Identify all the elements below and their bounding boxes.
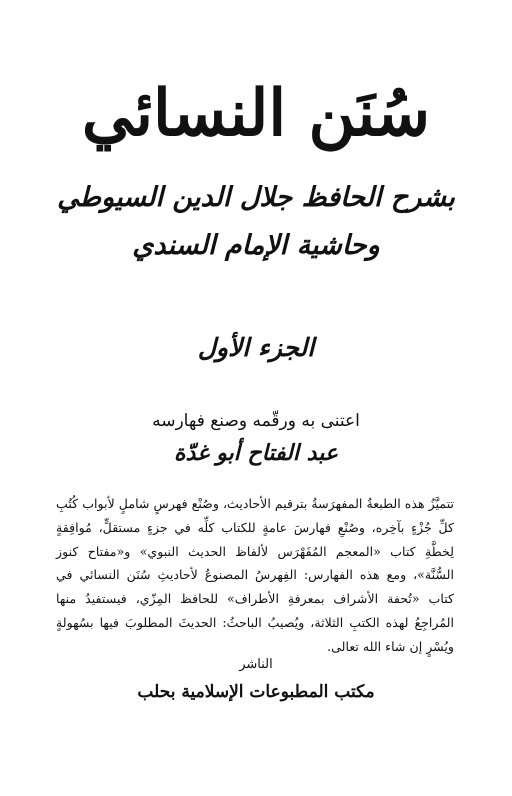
- publisher-name: مكتب المطبوعات الإسلامية بحلب: [137, 682, 375, 702]
- editor-name: عبد الفتاح أبو غدّة: [174, 440, 338, 466]
- edition-description: تتميَّزُ هذه الطبعةُ المفهرَسةُ بترقيم الأحاديث، وصُنْع فهرسٍ شاملٍ لأبواب كُتُبِ كلِّ جُزْءٍ بآخِره، وصُنْعِ فهارسَ عامةٍ للكتاب كلِّه في جزءٍ مستقلٍّ، مُوافِقةٍ لِخطَّةِ كتاب «المعجم المُفَهْرَس لألفاظ الحديث النبوي» و«مفتاح كنوز السُّنَّة»، ومع هذه الفهارس: الفِهرسُ المصنوعُ لأحاديثِ سُنَن النسائي في كتاب «تُحفة الأشراف بمعرفةِ الأطراف» للحافظ المِزّي، فيستفيدُ منها المُراجِعُ لهذه الكتبِ الثلاثة، ويُصيبُ الباحثُ: الحديثَ المطلوبَ فيها بسُهولةٍ ويُسْرٍ إن شاء الله تعالى.: [56, 496, 454, 654]
- editor-credit-line: اعتنى به ورقّمه وصنع فهارسه: [152, 411, 360, 431]
- subtitle-commentary: بشرح الحافظ جلال الدين السيوطي: [57, 182, 455, 213]
- volume-label: الجزء الأول: [197, 333, 315, 362]
- subtitle-gloss: وحاشية الإمام السندي: [132, 230, 380, 261]
- publisher-label: الناشر: [239, 657, 273, 672]
- book-title: سُنَن النسائي: [81, 76, 431, 151]
